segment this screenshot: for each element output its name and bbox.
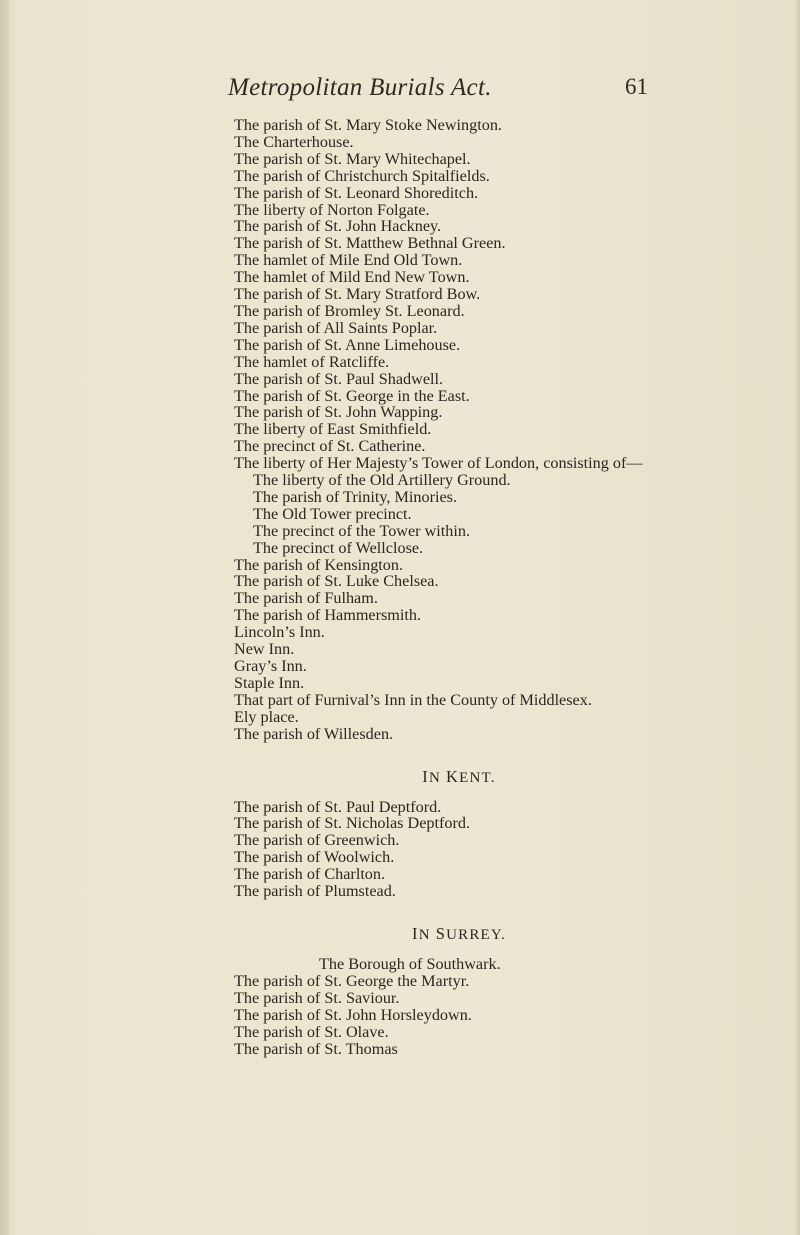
tower-list-entry: The Old Tower precinct. [253, 504, 412, 523]
list-entry: The parish of Willesden. [234, 724, 394, 743]
list-entry: The hamlet of Mile End Old Town. [234, 251, 463, 270]
kent-list-entry: The parish of Greenwich. [234, 831, 400, 850]
kent-list-entry: The parish of St. Paul Deptford. [234, 797, 442, 816]
list-entry: The parish of St. Anne Limehouse. [234, 335, 461, 354]
tower-list-entry: The precinct of the Tower within. [253, 521, 471, 540]
surrey-list-entry: The parish of St. Saviour. [234, 988, 400, 1007]
running-title: Metropolitan Burials Act. [228, 74, 492, 101]
list-entry: The parish of St. Mary Stratford Bow. [234, 285, 481, 304]
list-entry: Ely place. [234, 707, 299, 726]
tower-list-entry: The parish of Trinity, Minories. [253, 487, 457, 506]
kent-list-entry: The parish of Woolwich. [234, 848, 395, 867]
list-entry: The liberty of Norton Folgate. [234, 200, 430, 219]
list-entry: The parish of Christchurch Spitalfields. [234, 166, 490, 185]
list-entry: The liberty of East Smithfield. [234, 420, 432, 439]
list-entry: The parish of St. John Hackney. [234, 217, 442, 236]
kent-list-entry: The parish of St. Nicholas Deptford. [234, 814, 471, 833]
list-entry: That part of Furnival’s Inn in the County of Middlesex. [234, 690, 592, 709]
kent-list-entry: The parish of Charlton. [234, 865, 386, 884]
tower-list-entry: The precinct of Wellclose. [253, 538, 424, 557]
kent-list-entry: The parish of Plumstead. [234, 882, 396, 901]
list-entry: The parish of St. Paul Shadwell. [234, 369, 444, 388]
list-entry: The parish of St. Mary Whitechapel. [234, 149, 471, 168]
surrey-heading-text: IN SURREY. [412, 923, 506, 943]
surrey-list-entry: The parish of St. George the Martyr. [234, 971, 470, 990]
surrey-list-entry: The parish of St. Thomas [234, 1039, 398, 1058]
page-body [234, 117, 754, 1057]
page-spine-shadow [0, 0, 10, 1235]
list-entry: The parish of St. Leonard Shoreditch. [234, 183, 479, 202]
kent-heading [234, 767, 754, 787]
list-entry: The parish of St. George in the East. [234, 386, 470, 405]
surrey-list-entry: The parish of St. John Horsleydown. [234, 1005, 472, 1024]
page-header [228, 74, 648, 104]
list-entry: The parish of Kensington. [234, 555, 404, 574]
page-edge-shadow [794, 0, 800, 1235]
kent-list [234, 799, 754, 900]
list-entry: The precinct of St. Catherine. [234, 437, 426, 456]
list-entry: The Charterhouse. [234, 132, 354, 151]
list-entry: The parish of Bromley St. Leonard. [234, 301, 465, 320]
list-entry: Gray’s Inn. [234, 657, 307, 675]
tower-sublist [234, 472, 754, 557]
surrey-list [234, 973, 754, 1058]
list-entry: Staple Inn. [234, 673, 305, 692]
list-entry: The parish of Fulham. [234, 589, 378, 608]
surrey-lead-entry: The Borough of Southwark. [319, 954, 501, 973]
list-entry: The parish of Hammersmith. [234, 606, 422, 625]
list-entry: New Inn. [234, 640, 295, 659]
list-entry: The parish of St. Luke Chelsea. [234, 572, 439, 591]
list-entry: The hamlet of Ratcliffe. [234, 352, 390, 371]
surrey-list-entry: The parish of St. Olave. [234, 1022, 389, 1041]
middlesex-list-continued [234, 557, 754, 743]
page-number: 61 [625, 74, 648, 99]
tower-intro: The liberty of Her Majesty’s Tower of London, consisting of— [234, 454, 643, 473]
surrey-heading [234, 924, 754, 944]
middlesex-list [234, 117, 754, 455]
list-entry: The parish of St. Matthew Bethnal Green. [234, 234, 506, 253]
tower-list-entry: The liberty of the Old Artillery Ground. [253, 471, 511, 490]
list-entry: The parish of St. John Wapping. [234, 403, 443, 422]
list-entry: The hamlet of Mild End New Town. [234, 268, 470, 287]
list-entry: The parish of St. Mary Stoke Newington. [234, 116, 502, 134]
list-entry: Lincoln’s Inn. [234, 623, 325, 642]
kent-heading-text: IN KENT. [422, 766, 496, 786]
list-entry: The parish of All Saints Poplar. [234, 318, 438, 337]
